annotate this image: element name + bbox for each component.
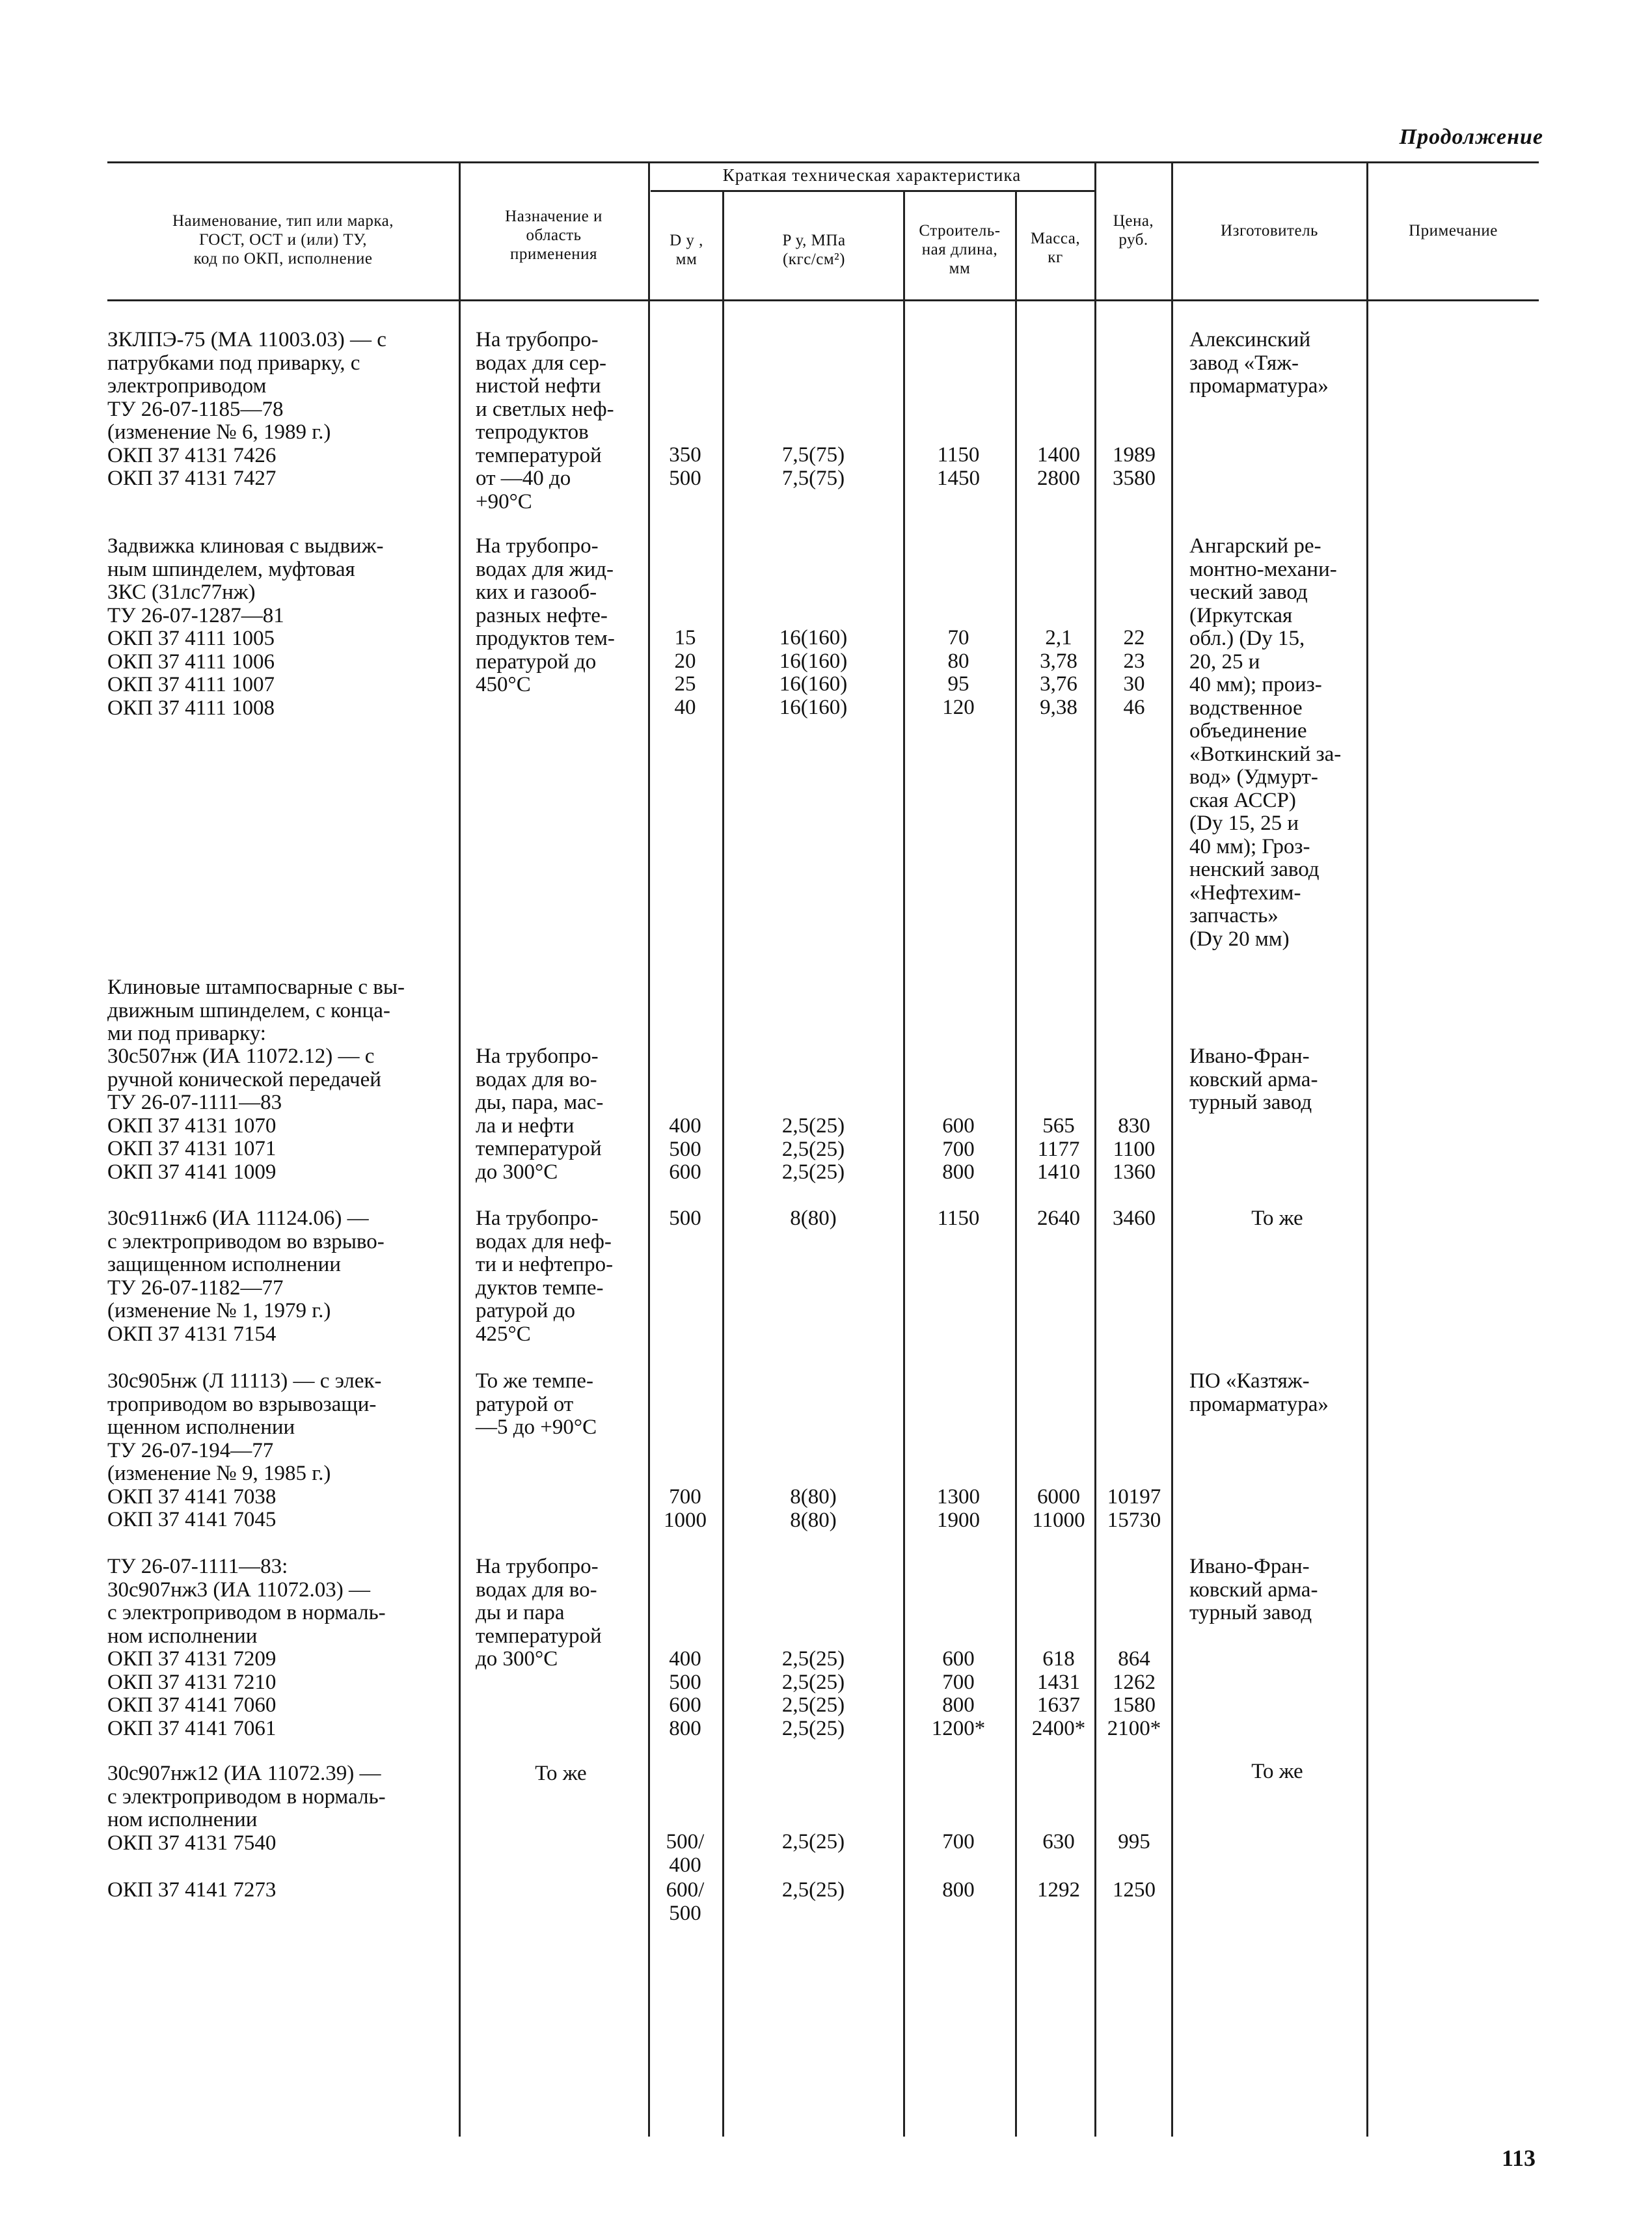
row-1-length: 1150 1450 (937, 443, 980, 490)
row-3-name: 30с507нж (ИА 11072.12) — с ручной конической передачей ТУ 26-07-1111—83 ОКП 37 4131 1070 ОКП 37 4131 1071 ОКП 37 4141 1009 (107, 1045, 381, 1184)
row-4-dn: 500 (669, 1207, 701, 1230)
row-1-dn: 350 500 (669, 443, 701, 490)
row-7-mass2: 1292 (1037, 1878, 1080, 1902)
row-4-py: 8(80) (790, 1207, 837, 1230)
row-1-purpose: На трубопро- водах для сер- нистой нефти и светлых неф- тепродуктов температурой от —40 до +90°C (476, 328, 614, 513)
row-4-length: 1150 (937, 1207, 980, 1230)
col-divider (648, 161, 650, 2137)
row-2-py: 16(160) 16(160) 16(160) 16(160) (779, 626, 848, 719)
row-1-py: 7,5(75) 7,5(75) (781, 443, 845, 490)
row-1-name: ЗКЛПЭ-75 (МА 11003.03) — с патрубками под приварку, с электроприводом ТУ 26-07-1185—78 (изменение № 6, 1989 г.) ОКП 37 4131 7426 ОКП 37 4131 7427 (107, 328, 386, 490)
row-5-dn: 700 1000 (664, 1485, 707, 1532)
row-5-price: 10197 15730 (1107, 1485, 1161, 1532)
header-maker: Изготовитель (1221, 222, 1318, 239)
header-purpose: Назначение и область применения (505, 208, 603, 263)
row-5-purpose: То же темпе- ратурой от —5 до +90°C (476, 1369, 597, 1439)
header-length: Строитель- ная длина, мм (919, 222, 1001, 277)
row-1-maker: Алексинский завод «Тяж- промарматура» (1189, 328, 1329, 398)
row-7-maker: То же (1251, 1760, 1303, 1783)
row-2-dn: 15 20 25 40 (674, 626, 696, 719)
col-divider (1366, 161, 1368, 2137)
row-2-purpose: На трубопро- водах для жид- ких и газооб- разных нефте- продуктов тем- пературой до 450°C (476, 534, 615, 696)
row-6-name: ТУ 26-07-1111—83: 30с907нж3 (ИА 11072.03) — с электроприводом в нормаль- ном исполнении ОКП 37 4131 7209 ОКП 37 4131 7210 ОКП 37 4141 7060 ОКП 37 4141 7061 (107, 1555, 386, 1740)
row-3-maker: Ивано-Фран- ковский арма- турный завод (1189, 1045, 1318, 1114)
row-7-price: 995 (1118, 1830, 1150, 1853)
row-7-py2: 2,5(25) (781, 1878, 845, 1902)
header-name: Наименование, тип или марка, ГОСТ, ОСТ и (или) ТУ, код по ОКП, исполнение (172, 212, 394, 267)
row-7-mass: 630 (1042, 1830, 1075, 1853)
row-7-purpose: То же (535, 1762, 587, 1785)
row-5-length: 1300 1900 (937, 1485, 980, 1532)
row-3-price: 830 1100 1360 (1113, 1114, 1156, 1184)
row-6-length: 600 700 800 1200* (931, 1647, 986, 1740)
col-divider (722, 192, 724, 2137)
row-7-length: 700 (942, 1830, 975, 1853)
row-1-price: 1989 3580 (1113, 443, 1156, 490)
col-divider (1171, 161, 1173, 2137)
row-3-length: 600 700 800 (942, 1114, 975, 1184)
header-tech: Краткая техническая характеристика (722, 165, 1022, 185)
header-py: P у, МПа (кгс/см²) (782, 232, 846, 268)
row-7-py: 2,5(25) (781, 1830, 845, 1853)
page-number: 113 (1501, 2145, 1536, 2171)
header-note: Примечание (1409, 222, 1498, 239)
row-3-intro: Клиновые штампосварные с вы- движным шпинделем, с конца- ми под приварку: (107, 976, 405, 1045)
row-7-dn2: 600/ 500 (666, 1878, 705, 1925)
row-7-dn: 500/ 400 (666, 1830, 705, 1877)
row-6-purpose: На трубопро- водах для во- ды и пара температурой до 300°C (476, 1555, 602, 1671)
row-5-mass: 6000 11000 (1032, 1485, 1085, 1532)
row-5-py: 8(80) 8(80) (790, 1485, 837, 1532)
row-6-dn: 400 500 600 800 (669, 1647, 701, 1740)
row-1-mass: 1400 2800 (1037, 443, 1080, 490)
continued-label: Продолжение (1399, 125, 1543, 149)
row-2-maker: Ангарский ре- монтно-механи- ческий завод (Иркутская обл.) (Dу 15, 20, 25 и 40 мм); произ- водственное объединение «Воткинский за- вод» (Удмурт- ская АССР) (Dу 15, 25 и 40 мм); Гроз- ненский завод «Нефтехим- запчасть» (Dу 20 мм) (1189, 534, 1342, 951)
row-4-mass: 2640 (1037, 1207, 1080, 1230)
row-3-dn: 400 500 600 (669, 1114, 701, 1184)
row-7-name: 30с907нж12 (ИА 11072.39) — с электроприводом в нормаль- ном исполнении ОКП 37 4131 7540 (107, 1762, 386, 1855)
row-6-price: 864 1262 1580 2100* (1107, 1647, 1161, 1740)
row-3-mass: 565 1177 1410 (1037, 1114, 1080, 1184)
col-divider (459, 161, 461, 2137)
row-4-name: 30с911нж6 (ИА 11124.06) — с электроприводом во взрыво- защищенном исполнении ТУ 26-07-1182—77 (изменение № 1, 1979 г.) ОКП 37 4131 7154 (107, 1207, 385, 1346)
row-3-purpose: На трубопро- водах для во- ды, пара, мас- ла и нефти температурой до 300°C (476, 1045, 604, 1184)
header-bottom-rule (107, 299, 1539, 301)
row-4-price: 3460 (1113, 1207, 1156, 1230)
row-6-maker: Ивано-Фран- ковский арма- турный завод (1189, 1555, 1318, 1624)
row-7-price2: 1250 (1113, 1878, 1156, 1902)
row-2-price: 22 23 30 46 (1123, 626, 1145, 719)
row-4-purpose: На трубопро- водах для неф- ти и нефтепро- дуктов темпе- ратурой до 425°C (476, 1207, 614, 1346)
header-price: Цена, руб. (1113, 212, 1154, 249)
header-mass: Масса, кг (1030, 230, 1081, 266)
row-2-name: Задвижка клиновая с выдвиж- ным шпинделем, муфтовая ЗКС (31лс77нж) ТУ 26-07-1287—81 ОКП 37 4111 1005 ОКП 37 4111 1006 ОКП 37 4111 1007 ОКП 37 4111 1008 (107, 534, 384, 720)
row-6-mass: 618 1431 1637 2400* (1031, 1647, 1086, 1740)
row-5-name: 30с905нж (Л 11113) — с элек- троприводом во взрывозащи- щенном исполнении ТУ 26-07-194—77 (изменение № 9, 1985 г.) ОКП 37 4141 7038 ОКП 37 4141 7045 (107, 1369, 382, 1531)
tech-group-rule (651, 190, 1096, 192)
row-4-maker: То же (1251, 1207, 1303, 1230)
table-top-rule (107, 161, 1539, 163)
row-2-length: 70 80 95 120 (942, 626, 975, 719)
row-7-name2: ОКП 37 4141 7273 (107, 1878, 277, 1902)
row-2-mass: 2,1 3,78 3,76 9,38 (1040, 626, 1077, 719)
row-3-py: 2,5(25) 2,5(25) 2,5(25) (781, 1114, 845, 1184)
row-6-py: 2,5(25) 2,5(25) 2,5(25) 2,5(25) (781, 1647, 845, 1740)
header-dn: D у , мм (670, 232, 703, 268)
col-divider (1015, 192, 1017, 2137)
row-7-length2: 800 (942, 1878, 975, 1902)
row-5-maker: ПО «Казтяж- промарматура» (1189, 1369, 1329, 1416)
